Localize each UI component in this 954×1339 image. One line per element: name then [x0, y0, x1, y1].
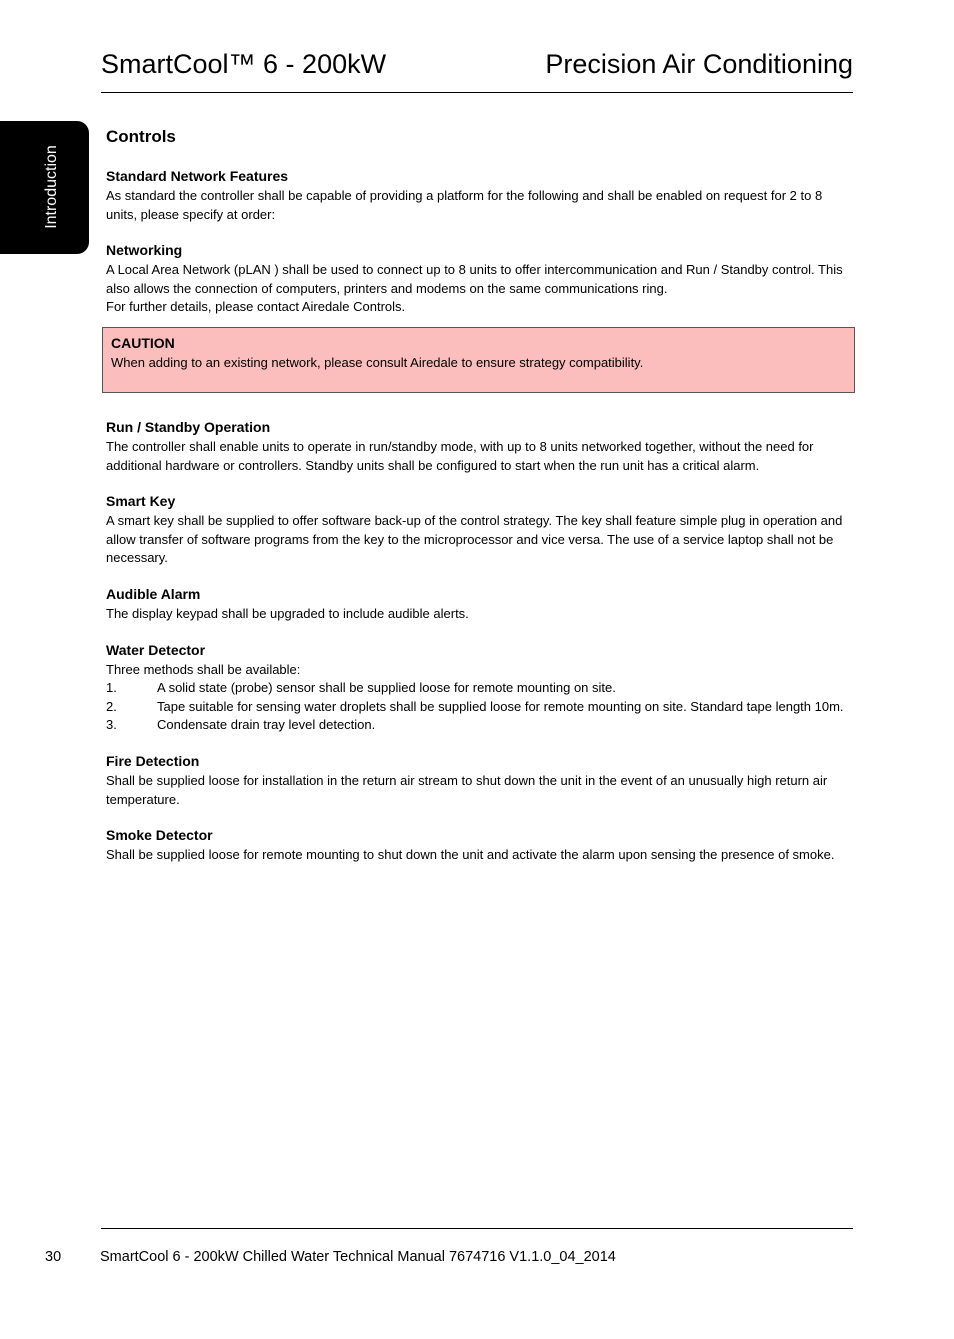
list-item-text: Condensate drain tray level detection.: [157, 717, 376, 733]
section-body: Three methods shall be available:: [106, 661, 301, 677]
section-networking: [106, 241, 853, 317]
section-smoke-detector: [106, 826, 853, 865]
section-body-contact: For further details, please contact Airedale Controls.: [106, 299, 406, 315]
water-detector-methods-list: [106, 679, 853, 735]
list-item-number: 2.: [106, 698, 117, 714]
section-body: As standard the controller shall be capable of providing a platform for the following and shall be enabled on request for 2 to 8 units, please specify at order:: [106, 188, 823, 222]
list-item: [106, 698, 853, 717]
list-item-text: Tape suitable for sensing water droplets shall be supplied loose for remote mounting on site. Standard tape length 10m.: [157, 698, 844, 714]
header-category-title: Precision Air Conditioning: [545, 49, 853, 79]
section-body: Shall be supplied loose for remote mounting to shut down the unit and activate the alarm upon sensing the presence of smoke.: [106, 847, 835, 863]
list-item-number: 3.: [106, 717, 117, 733]
section-body: The display keypad shall be upgraded to include audible alerts.: [106, 605, 469, 621]
section-heading: Smart Key: [106, 493, 176, 510]
section-body: A smart key shall be supplied to offer software back-up of the control strategy. The key shall feature simple plug in operation and allow transfer of software programs from the key to the microprocessor and vice versa. The use of a service laptop shall not be necessary.: [106, 513, 843, 566]
caution-text: When adding to an existing network, please consult Airedale to ensure strategy compatibility.: [111, 354, 644, 370]
section-heading: Run / Standby Operation: [106, 418, 271, 435]
list-item: [106, 716, 853, 735]
list-item-number: 1.: [106, 680, 117, 696]
section-smart-key: [106, 492, 853, 568]
header-rule: [101, 92, 853, 93]
list-item-text: A solid state (probe) sensor shall be supplied loose for remote mounting on site.: [157, 680, 616, 696]
section-standard-network-features: [106, 167, 853, 224]
caution-box: [102, 327, 855, 393]
caution-title: CAUTION: [111, 334, 175, 351]
section-body: The controller shall enable units to operate in run/standby mode, with up to 8 units networked together, without the need for additional hardware or controllers. Standby units shall be configured to start when the run unit has a critical alarm.: [106, 438, 814, 473]
page-title: Controls: [106, 127, 176, 146]
section-heading: Networking: [106, 242, 183, 259]
section-body: Shall be supplied loose for installation in the return air stream to shut down the unit in the event of an unusually high return air temperature.: [106, 772, 828, 807]
footer-rule: [101, 1228, 853, 1229]
footer-document-title: SmartCool 6 - 200kW Chilled Water Technical Manual 7674716 V1.1.0_04_2014: [100, 1249, 616, 1265]
section-audible-alarm: [106, 585, 853, 624]
list-item: [106, 679, 853, 698]
section-fire-detection: [106, 752, 853, 809]
section-heading: Smoke Detector: [106, 827, 213, 844]
section-heading: Fire Detection: [106, 752, 200, 769]
section-water-detector: [106, 641, 853, 735]
section-run-standby-operation: [106, 418, 853, 475]
page-number: 30: [45, 1249, 62, 1265]
section-heading: Audible Alarm: [106, 585, 201, 602]
header-product-title: SmartCool™ 6 - 200kW: [101, 49, 387, 79]
main-content: [106, 125, 853, 882]
side-tab-introduction: [0, 121, 89, 254]
section-heading: Standard Network Features: [106, 168, 289, 184]
section-body: A Local Area Network (pLAN ) shall be used to connect up to 8 units to offer intercommunication and Run / Standby control. This also allows the connection of computers, printers and modems on the same communications ring.: [106, 262, 843, 296]
side-tab-label: Introduction: [43, 145, 60, 229]
section-heading: Water Detector: [106, 641, 206, 658]
